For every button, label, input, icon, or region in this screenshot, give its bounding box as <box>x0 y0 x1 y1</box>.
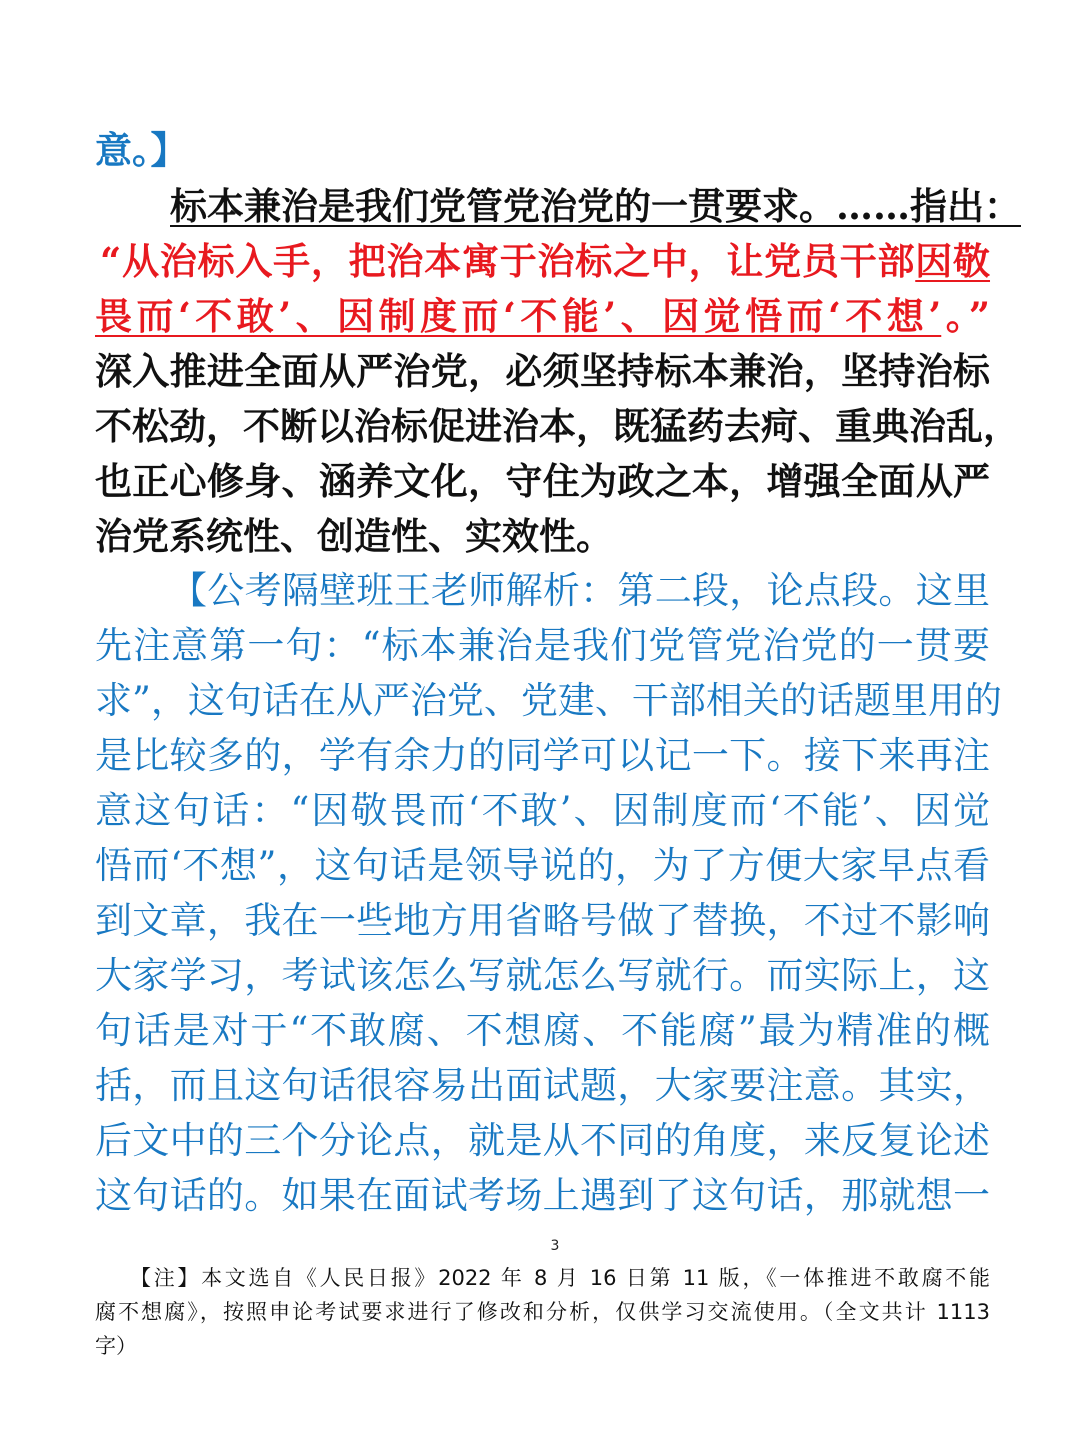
paragraph-line: 也正心修身、涵养文化，守住为政之本，增强全面从严 <box>95 459 990 503</box>
analysis-line: 先注意第一句：“标本兼治是我们党管党治党的一贯要 <box>95 624 990 667</box>
analysis-line: 后文中的三个分论点，就是从不同的角度，来反复论述 <box>95 1119 990 1162</box>
analysis-line: 【公考隔壁班王老师解析：第二段，论点段。这里 <box>170 569 990 612</box>
quote-text: “从治标入手，把治本寓于治标之中，让党员干部 <box>100 239 916 283</box>
quote-end: 。” <box>941 294 990 338</box>
paragraph-line: 不松劲，不断以治标促进治本，既猛药去疴、重典治乱， <box>95 404 1020 448</box>
underlined-thesis: 标本兼治是我们党管党治党的一贯要求。……指出： <box>170 184 1021 228</box>
analysis-line: 意这句话：“因敬畏而‘不敢’、因制度而‘不能’、因觉 <box>95 789 990 832</box>
quote-underlined-text: 畏而‘不敢’、因制度而‘不能’、因觉悟而‘不想’ <box>95 294 942 338</box>
analysis-line: 大家学习，考试该怎么写就怎么写就行。而实际上，这 <box>95 954 990 997</box>
page-number: 3 <box>550 1238 560 1254</box>
analysis-line: 这句话的。如果在面试考场上遇到了这句话，那就想一 <box>95 1174 990 1217</box>
analysis-line: 到文章，我在一些地方用省略号做了替换，不过不影响 <box>95 899 990 942</box>
analysis-line: 悟而‘不想”，这句话是领导说的，为了方便大家早点看 <box>95 844 990 887</box>
quote-line <box>100 233 990 289</box>
paragraph-line <box>170 178 1021 234</box>
quote-line <box>95 288 990 344</box>
footnote-line: 字） <box>95 1334 137 1358</box>
paragraph-line: 治党系统性、创造性、实效性。 <box>95 514 613 558</box>
footnote-line: 腐不想腐》，按照申论考试要求进行了修改和分析，仅供学习交流使用。（全文共计 1113 <box>95 1300 990 1324</box>
analysis-line: 括，而且这句话很容易出面试题，大家要注意。其实， <box>95 1064 990 1107</box>
analysis-line: 是比较多的，学有余力的同学可以记一下。接下来再注 <box>95 734 990 777</box>
paragraph-line: 深入推进全面从严治党，必须坚持标本兼治，坚持治标 <box>95 349 990 393</box>
analysis-tail-line: 意。】 <box>95 128 188 172</box>
footnote-line: 【注】本文选自《人民日报》2022 年 8 月 16 日第 11 版，《一体推进不敢腐不能 <box>130 1266 990 1290</box>
quote-underlined-text: 因敬 <box>915 239 991 283</box>
analysis-line: 求”，这句话在从严治党、党建、干部相关的话题里用的 <box>95 679 1002 722</box>
analysis-line: 句话是对于“不敢腐、不想腐、不能腐”最为精准的概 <box>95 1009 990 1052</box>
